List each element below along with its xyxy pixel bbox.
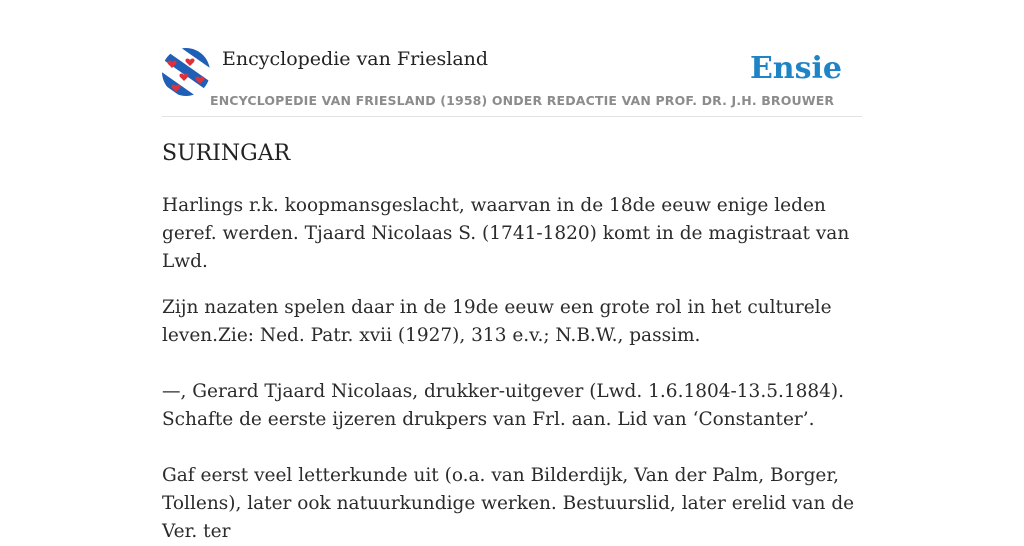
brand-logo[interactable]: Ensie <box>749 51 842 86</box>
encyclopedia-subtitle: ENCYCLOPEDIE VAN FRIESLAND (1958) ONDER REDACTIE VAN PROF. DR. J.H. BROUWER <box>210 93 835 108</box>
article-title: SURINGAR <box>162 141 291 166</box>
frisian-flag-icon[interactable] <box>162 48 210 96</box>
article <box>162 138 862 546</box>
article-paragraph: Zijn nazaten spelen daar in de 19de eeuw een grote rol in het culturele leven.Zie: Ned. Patr. xvii (1927), 313 e.v.; N.B.W., passim. <box>162 297 832 346</box>
article-paragraph: —, Gerard Tjaard Nicolaas, drukker-uitgever (Lwd. 1.6.1804-13.5.1884). Schafte de eerste ijzeren drukpers van Frl. aan. Lid van ‘Constanter’. <box>162 381 845 430</box>
article-paragraph: Gaf eerst veel letterkunde uit (o.a. van Bilderdijk, Van der Palm, Borger, Tollens), later ook natuurkundige werken. Bestuurslid, later erelid van de Ver. ter <box>162 465 855 542</box>
site-title[interactable]: Encyclopedie van Friesland <box>222 48 489 70</box>
site-header <box>162 44 862 117</box>
article-paragraph: Harlings r.k. koopmansgeslacht, waarvan in de 18de eeuw enige leden geref. werden. Tjaard Nicolaas S. (1741-1820) komt in de magistraat van Lwd. <box>162 195 850 272</box>
